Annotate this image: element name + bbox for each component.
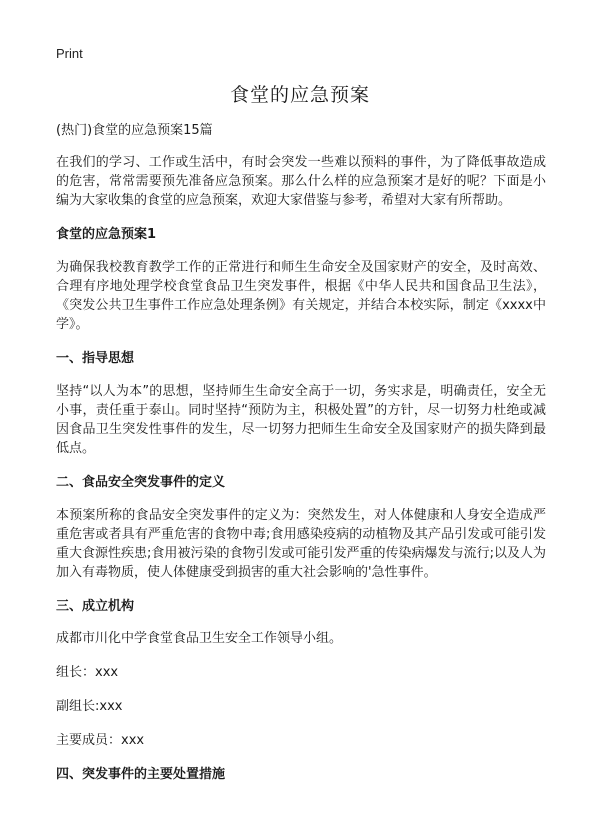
section-guiding-principle-paragraph: 坚持“以人为本”的思想，坚持师生生命安全高于一切，务实求是，明确责任，安全无小事，责任重于泰山。同时坚持“预防为主，积极处置”的方针，尽一切努力杜绝或减因食品卫生突发性事件的发生，尽一切努力把师生生命安全及国家财产的损失降到最低点。	[56, 384, 546, 456]
section-organization-heading: 三、成立机构	[56, 599, 135, 614]
members-line: 主要成员：xxx	[56, 733, 145, 748]
leader-line: 组长：xxx	[56, 665, 119, 680]
section-definition-heading: 二、食品安全突发事件的定义	[56, 475, 226, 490]
section-guiding-principle-heading: 一、指导思想	[56, 351, 135, 366]
plan1-heading: 食堂的应急预案1	[56, 227, 157, 242]
vice-leader-line: 副组长:xxx	[56, 699, 123, 714]
print-link[interactable]: Print	[56, 46, 83, 61]
section-measures-heading: 四、突发事件的主要处置措施	[56, 767, 226, 782]
plan1-paragraph: 为确保我校教育教学工作的正常进行和师生生命安全及国家财产的安全，及时高效、合理有序地处理学校食堂食品卫生突发事件，根据《中华人民共和国食品卫生法》，《突发公共卫生事件工作应急处理条例》有关规定，并结合本校实际，制定《xxxx中学》。	[56, 260, 546, 332]
intro-paragraph: 在我们的学习、工作或生活中，有时会突发一些难以预料的事件，为了降低事故造成的危害，常常需要预先准备应急预案。那么什么样的应急预案才是好的呢？下面是小编为大家收集的食堂的应急预案，欢迎大家借鉴与参考，希望对大家有所帮助。	[56, 155, 546, 208]
organization-line: 成都市川化中学食堂食品卫生安全工作领导小组。	[56, 631, 343, 646]
document-subtitle: (热门)食堂的应急预案15篇	[56, 123, 213, 138]
document-body	[56, 122, 546, 798]
section-definition-paragraph: 本预案所称的食品安全突发事件的定义为：突然发生，对人体健康和人身安全造成严重危害或者具有严重危害的食物中毒;食用感染疫病的动植物及其产品引发或可能引发重大食源性疾患;食用被污染的食物引发或可能引发严重的传染病爆发与流行;以及人为加入有毒物质，使人体健康受到损害的重大社会影响的'急性事件。	[56, 508, 546, 580]
page-title: 食堂的应急预案	[229, 84, 370, 106]
